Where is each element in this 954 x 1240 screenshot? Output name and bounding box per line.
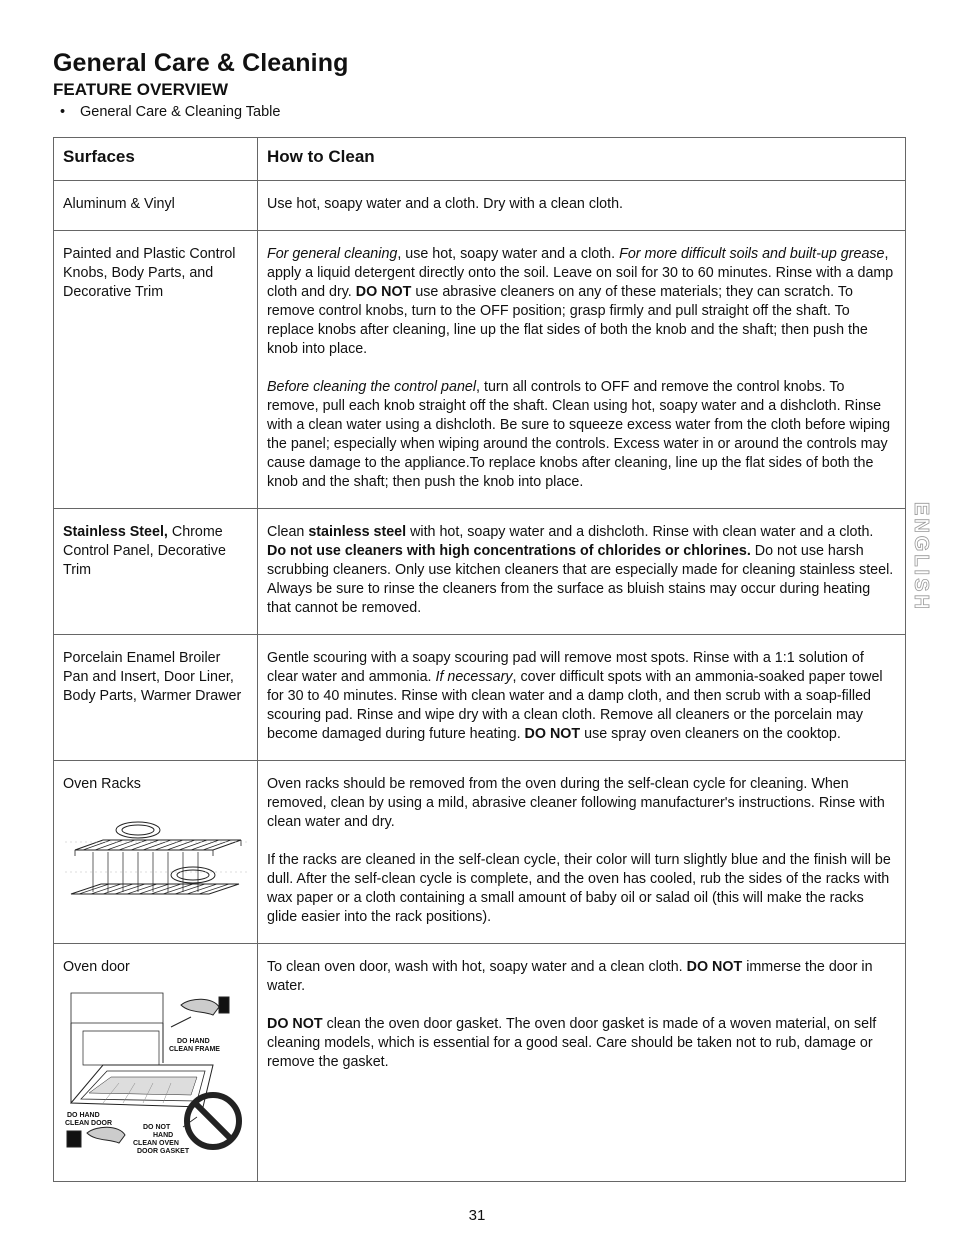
surface-label: Oven Racks (63, 776, 141, 792)
instruction-paragraph (267, 775, 896, 832)
text-run: , apply a liquid detergent directly onto the soil. Leave on soil for 30 to 60 minutes. Rinse with a damp cloth and dry. (267, 246, 894, 300)
surface-cell (54, 944, 258, 1182)
how-to-clean-cell (258, 509, 906, 635)
text-run: Clean (267, 524, 309, 540)
table-row (54, 944, 906, 1182)
surface-label (63, 523, 248, 580)
instruction-paragraph (267, 195, 896, 214)
table-row (54, 761, 906, 944)
instruction-paragraph (267, 523, 896, 618)
surface-cell (54, 761, 258, 944)
instruction-paragraph (267, 1015, 896, 1072)
italic-text: Before cleaning the control panel (267, 379, 477, 395)
text-run: , turn all controls to OFF and remove the control knobs. To remove, pull each knob straight off the shaft. Clean using hot, soapy water and a dishcloth. Rinse with a clean water using a dishcloth. Be sure to squeeze excess water from the cloth before wiping the panel; especially when wiping around the controls. Excess water in or around the controls may cause damage to the appliance.To replace knobs after cleaning, line up the flat sides of both the knob and the shaft; then push the knob into place. (267, 379, 891, 490)
care-cleaning-table (53, 137, 906, 1182)
oven-door-illustration (63, 983, 249, 1159)
text-run: If the racks are cleaned in the self-clean cycle, their color will turn slightly blue and the finish will be dull. After the self-clean cycle is complete, and the oven has cooled, rub the sides of the racks with wax paper or a cloth containing a small amount of baby oil or salad oil (this will make the racks glide easier into the rack positions). (267, 852, 891, 925)
text-run: clean the oven door gasket. The oven door gasket is made of a woven material, on self cleaning models, which is essential for a good seal. Care should be taken not to rub, damage or remove the gasket. (267, 1016, 877, 1070)
text-run: Gentle scouring with a soapy scouring pad will remove most spots. Rinse with a 1:1 solution of clear water and ammonia. (267, 650, 864, 685)
bold-text: DO NOT (524, 726, 581, 742)
surface-cell (54, 635, 258, 761)
table-row (54, 509, 906, 635)
label-door-gasket: DOOR GASKET (137, 1148, 190, 1155)
bold-text: Do not use cleaners with high concentrations of chlorides or chlorines. (267, 543, 751, 559)
text-run: To clean oven door, wash with hot, soapy water and a clean cloth. (267, 959, 687, 975)
instruction-paragraph (267, 378, 896, 492)
text-run: use abrasive cleaners on any of these materials; they can scratch. To remove control knobs, turn to the OFF position; grasp firmly and pull straight off the shaft. To replace knobs after cleaning, line up the flat sides of both the knob and the shaft; then push the knob into place. (267, 284, 868, 357)
table-header-row (54, 138, 906, 181)
bullet-dot-icon: • (60, 104, 66, 120)
text-run: , use hot, soapy water and a cloth. (397, 246, 620, 262)
instruction-paragraph (267, 958, 896, 996)
label-clean-door: CLEAN DOOR (65, 1120, 113, 1127)
italic-text: For more difficult soils and built-up grease (619, 246, 885, 262)
text-run: use spray oven cleaners on the cooktop. (580, 726, 841, 742)
italic-text: If necessary (435, 669, 513, 685)
oven-racks-illustration (63, 812, 249, 912)
text-run: Use hot, soapy water and a cloth. Dry with a clean cloth. (267, 196, 624, 212)
bold-text: DO NOT (686, 959, 743, 975)
how-to-clean-cell (258, 231, 906, 509)
how-to-clean-cell (258, 635, 906, 761)
surface-cell (54, 181, 258, 231)
label-clean-frame: CLEAN FRAME (169, 1046, 220, 1053)
bullet-item (60, 104, 280, 120)
how-to-clean-cell (258, 761, 906, 944)
bold-text: stainless steel (308, 524, 407, 540)
table-row (54, 181, 906, 231)
italic-text: For general cleaning (267, 246, 398, 262)
header-surfaces: Surfaces (54, 138, 258, 181)
instruction-paragraph (267, 851, 896, 927)
language-side-tab (908, 452, 936, 612)
label-do-hand-1: DO HAND (177, 1038, 210, 1045)
surface-label: Painted and Plastic Control Knobs, Body Parts, and Decorative Trim (63, 246, 236, 300)
surface-label: Oven door (63, 959, 130, 975)
text-run: Chrome Control Panel, Decorative Trim (63, 524, 226, 578)
bold-text: DO NOT (355, 284, 412, 300)
surface-label: Porcelain Enamel Broiler Pan and Insert, Door Liner, Body Parts, Warmer Drawer (63, 650, 242, 704)
page-number: 31 (468, 1207, 486, 1224)
section-heading: FEATURE OVERVIEW (53, 80, 229, 99)
table-row (54, 635, 906, 761)
surface-label: Aluminum & Vinyl (63, 196, 175, 212)
text-run: immerse the door in water. (267, 959, 873, 994)
how-to-clean-cell (258, 181, 906, 231)
bold-text: DO NOT (267, 1016, 323, 1032)
label-do-not: DO NOT (143, 1124, 171, 1131)
text-run: Oven racks should be removed from the oven during the self-clean cycle for cleaning. When removed, clean by using a mild, abrasive cleaner following manufacturer's instructions. Rinse with clean water and dry. (267, 776, 885, 830)
table-body (54, 181, 906, 1182)
surface-cell (54, 509, 258, 635)
text-run: , cover difficult spots with an ammonia-soaked paper towel for 30 to 40 minutes. Rinse with clean water and a damp cloth, and then scrub with a soap-filled scouring pad. Rinse and wipe dry with a clean cloth. Remove all cleaners or the porcelain may become damaged during future heating. (267, 669, 883, 742)
surface-cell (54, 231, 258, 509)
text-run: Do not use harsh scrubbing cleaners. Only use kitchen cleaners that are especially made for cleaning stainless steel. Always be sure to rinse the cleaners from the surface as bluish stains may occur during heating that cannot be removed. (267, 543, 894, 616)
label-clean-oven: CLEAN OVEN (133, 1140, 179, 1147)
table-row (54, 231, 906, 509)
bullet-text: General Care & Cleaning Table (80, 104, 281, 120)
label-do-hand-2: DO HAND (67, 1112, 100, 1119)
header-how-to-clean: How to Clean (258, 138, 906, 181)
text-run: with hot, soapy water and a dishcloth. Rinse with clean water and a cloth. (406, 524, 874, 540)
language-label: ENGLISH (910, 502, 932, 612)
label-hand: HAND (153, 1132, 174, 1139)
instruction-paragraph (267, 245, 896, 359)
page-title: General Care & Cleaning (53, 49, 349, 77)
how-to-clean-cell (258, 944, 906, 1182)
bold-text: Stainless Steel, (63, 524, 168, 540)
instruction-paragraph (267, 649, 896, 744)
